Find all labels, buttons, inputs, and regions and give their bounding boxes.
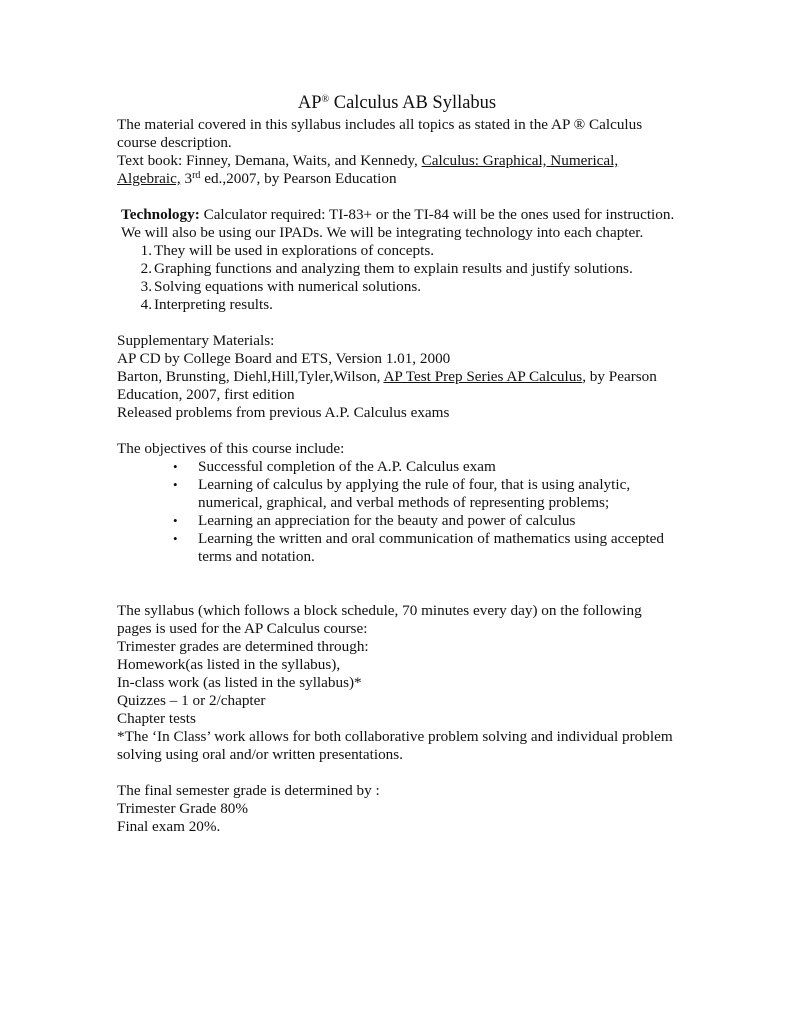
syllabus-note: The syllabus (which follows a block schedule, 70 minutes every day) on the following pages is used for the AP Calculus course:	[117, 602, 642, 637]
list-item: 2. Graphing functions and analyzing them to explain results and justify solutions.	[140, 260, 633, 277]
bullet-icon: •	[173, 531, 178, 546]
grading-item: Homework(as listed in the syllabus),	[117, 656, 341, 673]
textbook-title: Calculus: Graphical, Numerical, Algebraic,	[117, 152, 619, 187]
objectives-heading: The objectives of this course include:	[117, 440, 345, 457]
barton-title: AP Test Prep Series AP Calculus	[383, 368, 583, 385]
list-item: 1. They will be used in explorations of concepts.	[140, 242, 435, 259]
coverage-paragraph: The material covered in this syllabus includes all topics as stated in the AP ® Calculus course description.	[117, 116, 643, 151]
bullet-icon: •	[173, 459, 178, 474]
grading-item: Quizzes – 1 or 2/chapter	[117, 692, 266, 709]
document-content	[117, 92, 677, 836]
supplementary-heading: Supplementary Materials:	[117, 332, 275, 349]
list-item: • Successful completion of the A.P. Calculus exam	[173, 458, 496, 475]
final-exam-weight: Final exam 20%.	[117, 818, 221, 835]
technology-paragraph: Technology: Calculator required: TI-83+ or the TI-84 will be the ones used for instruction. We will also be using our IPADs. We will be integrating technology into each chapter.	[121, 206, 675, 241]
objectives-list	[117, 458, 677, 566]
grading-item: In-class work (as listed in the syllabus)*	[117, 674, 362, 691]
in-class-footnote: *The ‘In Class’ work allows for both collaborative problem solving and individual problem solving using oral and/or written presentations.	[117, 728, 673, 763]
final-grade-heading: The final semester grade is determined by :	[117, 782, 380, 799]
grading-item: Chapter tests	[117, 710, 196, 727]
bullet-icon: •	[173, 513, 178, 528]
final-trimester-weight: Trimester Grade 80%	[117, 800, 249, 817]
supplementary-barton: Barton, Brunsting, Diehl,Hill,Tyler,Wilson, AP Test Prep Series AP Calculus, by Pearson Education, 2007, first edition	[117, 368, 657, 403]
supplementary-released: Released problems from previous A.P. Calculus exams	[117, 404, 450, 421]
registered-mark: ®	[321, 94, 330, 105]
trimester-heading: Trimester grades are determined through:	[117, 638, 369, 655]
list-item: • Learning of calculus by applying the rule of four, that is using analytic, numerical, graphical, and verbal methods of representing problems;	[173, 476, 631, 511]
bullet-icon: •	[173, 477, 178, 492]
page-title: AP® Calculus AB Syllabus	[297, 93, 497, 113]
list-item: • Learning the written and oral communication of mathematics using accepted terms and notation.	[173, 530, 665, 565]
textbook-paragraph: Text book: Finney, Demana, Waits, and Kennedy, Calculus: Graphical, Numerical, Algebraic, 3rd ed.,2007, by Pearson Education	[117, 152, 619, 187]
technology-label: Technology:	[121, 206, 200, 223]
list-item: • Learning an appreciation for the beauty and power of calculus	[173, 512, 576, 529]
list-item: 3. Solving equations with numerical solutions.	[140, 278, 422, 295]
supplementary-cd: AP CD by College Board and ETS, Version 1.01, 2000	[117, 350, 451, 367]
technology-list	[117, 242, 677, 314]
list-item: 4. Interpreting results.	[140, 296, 273, 313]
